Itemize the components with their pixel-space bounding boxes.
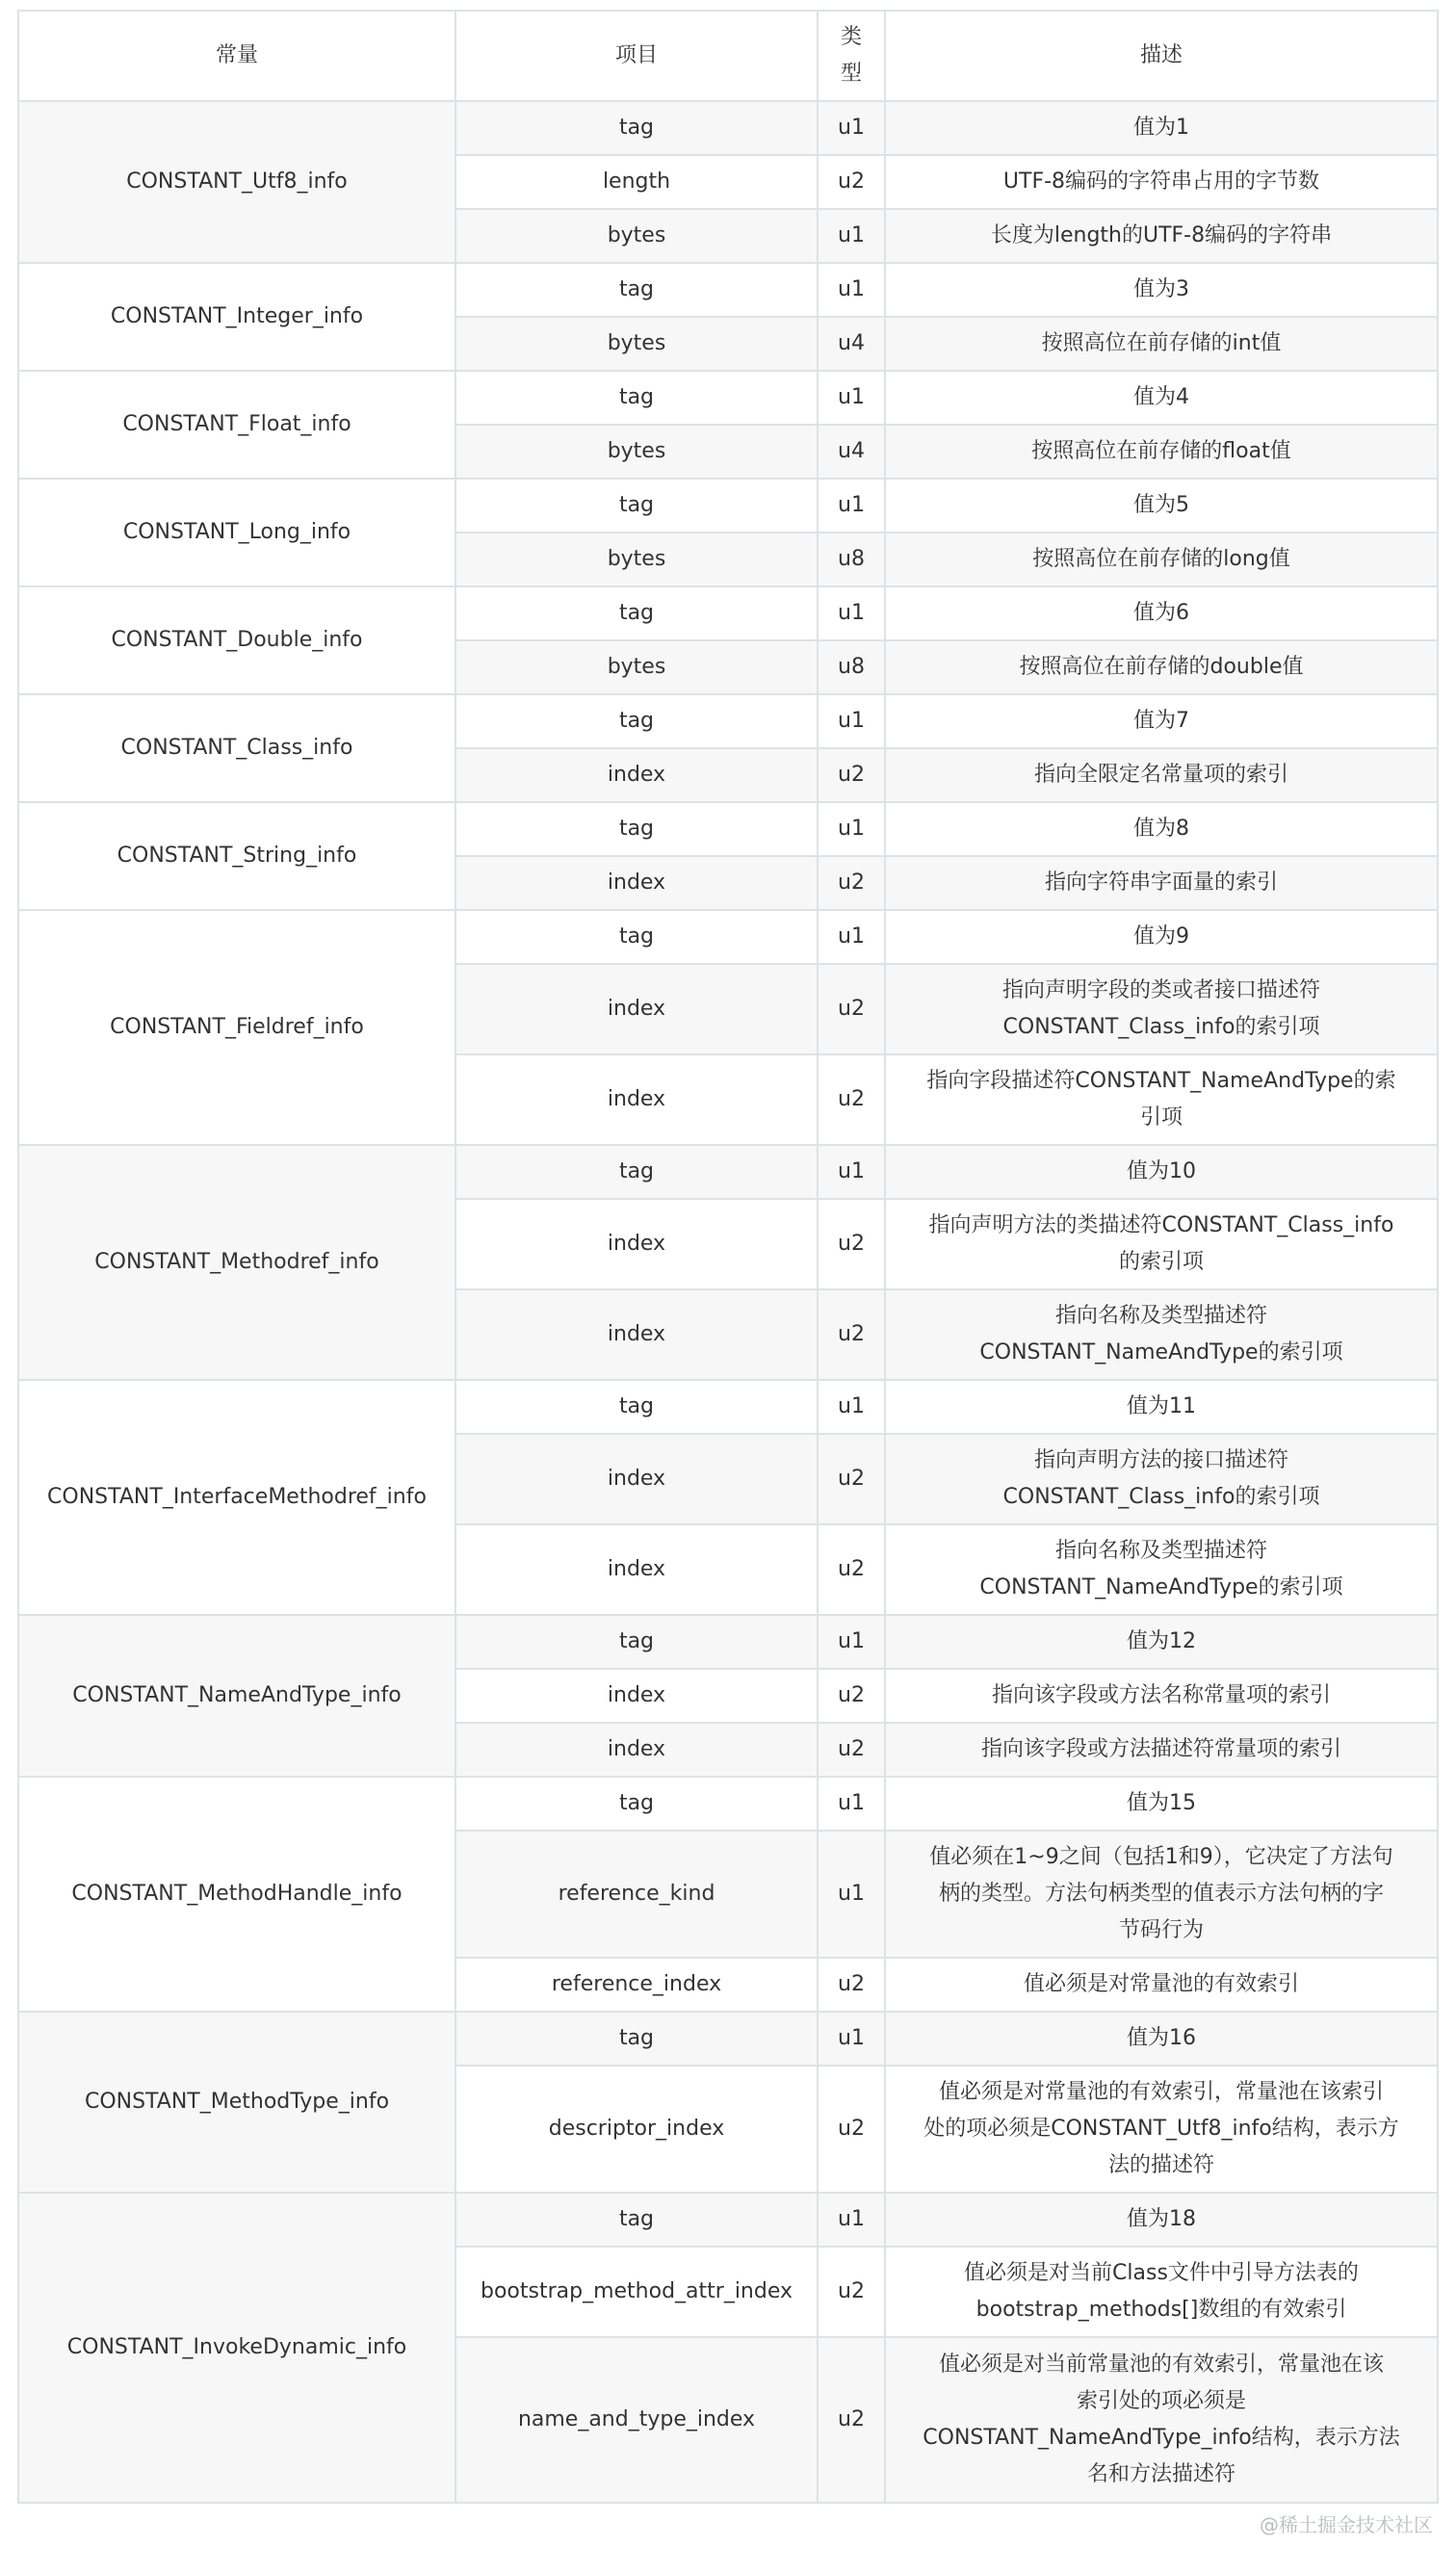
item-cell: tag	[455, 1615, 818, 1669]
description-line: 值为5	[1133, 493, 1189, 517]
type-cell: u1	[818, 910, 885, 964]
item-cell: index	[455, 964, 818, 1054]
type-cell: u1	[818, 694, 885, 748]
description-cell	[885, 533, 1438, 586]
description-cell	[885, 1434, 1438, 1524]
header-description: 描述	[885, 11, 1438, 101]
description-line: 值为15	[1127, 1791, 1196, 1815]
item-cell: descriptor_index	[455, 2066, 818, 2193]
type-cell: u1	[818, 2012, 885, 2066]
table-row	[18, 2193, 1438, 2247]
description-cell	[885, 964, 1438, 1054]
description-line: 值为11	[1127, 1394, 1196, 1418]
type-cell: u2	[818, 1524, 885, 1615]
description-cell	[885, 1831, 1438, 1958]
header-type	[818, 11, 885, 101]
watermark: @稀土掘金技术社区	[1260, 2513, 1433, 2536]
header-constant: 常量	[18, 11, 455, 101]
description-cell	[885, 1054, 1438, 1145]
constant-name-cell: CONSTANT_Long_info	[18, 479, 455, 586]
description-line: CONSTANT_Class_info的索引项	[1002, 1485, 1320, 1509]
constant-name-cell: CONSTANT_MethodType_info	[18, 2012, 455, 2193]
description-line: 值为6	[1133, 601, 1189, 625]
table-row	[18, 101, 1438, 155]
constant-name-cell: CONSTANT_Class_info	[18, 694, 455, 802]
constant-name-cell: CONSTANT_Fieldref_info	[18, 910, 455, 1145]
description-line: bootstrap_methods[]数组的有效索引	[975, 2298, 1347, 2322]
item-cell: index	[455, 1524, 818, 1615]
type-cell: u8	[818, 640, 885, 694]
type-cell: u2	[818, 2247, 885, 2337]
description-line: 法的描述符	[1107, 2153, 1214, 2177]
type-cell: u1	[818, 2193, 885, 2247]
description-line: 名和方法描述符	[1086, 2462, 1235, 2486]
item-cell: tag	[455, 1777, 818, 1831]
constant-name-cell: CONSTANT_Double_info	[18, 586, 455, 694]
description-cell	[885, 856, 1438, 910]
item-cell: index	[455, 1289, 818, 1380]
description-line: 柄的类型。方法句柄类型的值表示方法句柄的字	[938, 1882, 1384, 1906]
type-cell: u2	[818, 1289, 885, 1380]
table-row	[18, 586, 1438, 640]
description-line: 指向声明方法的接口描述符	[1033, 1448, 1288, 1472]
item-cell: tag	[455, 2193, 818, 2247]
item-cell: bytes	[455, 533, 818, 586]
description-line: 值必须是对常量池的有效索引	[1023, 1972, 1299, 1996]
description-line: 值为7	[1133, 709, 1189, 733]
description-line: 值必须是对常量池的有效索引，常量池在该索引	[938, 2080, 1384, 2104]
table-row	[18, 263, 1438, 317]
type-cell: u2	[818, 155, 885, 209]
type-cell: u1	[818, 1777, 885, 1831]
description-line: 值为1	[1133, 116, 1189, 140]
description-line: UTF-8编码的字符串占用的字节数	[1002, 169, 1320, 194]
description-cell	[885, 2337, 1438, 2503]
description-line: 值为12	[1127, 1629, 1196, 1653]
type-cell: u2	[818, 1054, 885, 1145]
table-row	[18, 694, 1438, 748]
item-cell: index	[455, 1669, 818, 1723]
description-line: 索引处的项必须是	[1076, 2389, 1246, 2413]
table-row	[18, 1380, 1438, 1434]
constant-name-cell: CONSTANT_Methodref_info	[18, 1145, 455, 1380]
item-cell: tag	[455, 586, 818, 640]
constant-name-cell: CONSTANT_MethodHandle_info	[18, 1777, 455, 2012]
description-line: 值必须是对当前Class文件中引导方法表的	[964, 2261, 1359, 2285]
constant-name-cell: CONSTANT_InvokeDynamic_info	[18, 2193, 455, 2503]
description-line: 值为4	[1133, 385, 1189, 409]
description-line: 引项	[1139, 1105, 1183, 1130]
description-line: 指向字段描述符CONSTANT_NameAndType的索	[926, 1069, 1396, 1093]
item-cell: bytes	[455, 209, 818, 263]
item-cell: index	[455, 748, 818, 802]
type-cell: u1	[818, 802, 885, 856]
constant-name-cell: CONSTANT_NameAndType_info	[18, 1615, 455, 1777]
description-line: CONSTANT_Class_info的索引项	[1002, 1015, 1320, 1039]
description-line: 指向该字段或方法名称常量项的索引	[991, 1683, 1331, 1707]
table-row	[18, 1777, 1438, 1831]
description-cell	[885, 1777, 1438, 1831]
description-line: 按照高位在前存储的float值	[1031, 439, 1291, 463]
description-cell	[885, 1380, 1438, 1434]
type-cell: u1	[818, 1145, 885, 1199]
item-cell: bootstrap_method_attr_index	[455, 2247, 818, 2337]
description-line: 值必须是对当前常量池的有效索引，常量池在该	[938, 2353, 1384, 2377]
description-cell	[885, 371, 1438, 425]
item-cell: tag	[455, 263, 818, 317]
item-cell: name_and_type_index	[455, 2337, 818, 2503]
description-cell	[885, 1615, 1438, 1669]
description-cell	[885, 425, 1438, 479]
item-cell: tag	[455, 1145, 818, 1199]
type-cell: u1	[818, 101, 885, 155]
type-cell: u8	[818, 533, 885, 586]
description-line: 的索引项	[1118, 1250, 1204, 1274]
header-item: 项目	[455, 11, 818, 101]
type-cell: u1	[818, 1831, 885, 1958]
type-cell: u1	[818, 479, 885, 533]
description-cell	[885, 2066, 1438, 2193]
description-line: 指向全限定名常量项的索引	[1033, 763, 1288, 787]
description-cell	[885, 1669, 1438, 1723]
item-cell: bytes	[455, 425, 818, 479]
description-cell	[885, 694, 1438, 748]
description-cell	[885, 1723, 1438, 1777]
description-line: 指向声明字段的类或者接口描述符	[1001, 978, 1320, 1002]
header-type-line: 类	[840, 25, 862, 49]
description-cell	[885, 1958, 1438, 2012]
description-line: 值为18	[1127, 2207, 1196, 2231]
description-line: 长度为length的UTF-8编码的字符串	[990, 223, 1333, 247]
item-cell: tag	[455, 802, 818, 856]
table-body	[18, 101, 1438, 2503]
description-cell	[885, 1524, 1438, 1615]
description-cell	[885, 802, 1438, 856]
item-cell: tag	[455, 1380, 818, 1434]
type-cell: u1	[818, 586, 885, 640]
description-line: 按照高位在前存储的long值	[1032, 547, 1290, 571]
item-cell: reference_index	[455, 1958, 818, 2012]
description-line: 节码行为	[1118, 1918, 1204, 1942]
type-cell: u1	[818, 371, 885, 425]
description-line: CONSTANT_NameAndType_info结构，表示方法	[923, 2426, 1400, 2450]
description-line: 值为10	[1127, 1159, 1196, 1183]
table-row	[18, 1145, 1438, 1199]
table-row	[18, 910, 1438, 964]
constant-name-cell: CONSTANT_Integer_info	[18, 263, 455, 371]
type-cell: u4	[818, 317, 885, 371]
description-cell	[885, 101, 1438, 155]
item-cell: tag	[455, 371, 818, 425]
item-cell: bytes	[455, 317, 818, 371]
table-header-row	[18, 11, 1438, 101]
description-line: 值必须在1~9之间（包括1和9），它决定了方法句	[929, 1845, 1393, 1869]
description-line: 指向该字段或方法描述符常量项的索引	[980, 1737, 1341, 1761]
description-line: 值为9	[1133, 924, 1189, 949]
description-cell	[885, 155, 1438, 209]
item-cell: tag	[455, 479, 818, 533]
type-cell: u1	[818, 209, 885, 263]
type-cell: u2	[818, 2066, 885, 2193]
description-line: 值为8	[1133, 817, 1189, 841]
description-line: 值为16	[1127, 2026, 1196, 2050]
description-cell	[885, 2193, 1438, 2247]
type-cell: u2	[818, 748, 885, 802]
constant-name-cell: CONSTANT_String_info	[18, 802, 455, 910]
description-line: 处的项必须是CONSTANT_Utf8_info结构，表示方	[923, 2117, 1399, 2141]
constant-pool-table	[17, 10, 1439, 2504]
description-cell	[885, 1289, 1438, 1380]
description-line: 指向声明方法的类描述符CONSTANT_Class_info	[928, 1213, 1394, 1237]
type-cell: u1	[818, 1380, 885, 1434]
description-line: 按照高位在前存储的int值	[1041, 331, 1282, 355]
description-line: CONSTANT_NameAndType的索引项	[979, 1575, 1343, 1599]
description-line: CONSTANT_NameAndType的索引项	[979, 1340, 1343, 1365]
type-cell: u2	[818, 1669, 885, 1723]
description-line: 值为3	[1133, 277, 1189, 301]
description-cell	[885, 1199, 1438, 1289]
table-row	[18, 479, 1438, 533]
item-cell: tag	[455, 694, 818, 748]
type-cell: u4	[818, 425, 885, 479]
type-cell: u2	[818, 1434, 885, 1524]
constant-name-cell: CONSTANT_Float_info	[18, 371, 455, 479]
description-cell	[885, 479, 1438, 533]
table-row	[18, 802, 1438, 856]
description-line: 指向字符串字面量的索引	[1044, 871, 1278, 895]
table-row	[18, 1615, 1438, 1669]
item-cell: length	[455, 155, 818, 209]
description-line: 指向名称及类型描述符	[1054, 1304, 1267, 1328]
item-cell: index	[455, 1723, 818, 1777]
description-line: 按照高位在前存储的double值	[1019, 655, 1304, 679]
description-cell	[885, 317, 1438, 371]
type-cell: u2	[818, 2337, 885, 2503]
type-cell: u1	[818, 263, 885, 317]
description-cell	[885, 2247, 1438, 2337]
description-cell	[885, 586, 1438, 640]
type-cell: u1	[818, 1615, 885, 1669]
description-cell	[885, 263, 1438, 317]
item-cell: index	[455, 856, 818, 910]
description-cell	[885, 748, 1438, 802]
type-cell: u2	[818, 1958, 885, 2012]
table-row	[18, 2012, 1438, 2066]
description-cell	[885, 2012, 1438, 2066]
item-cell: tag	[455, 910, 818, 964]
type-cell: u2	[818, 964, 885, 1054]
constant-name-cell: CONSTANT_InterfaceMethodref_info	[18, 1380, 455, 1615]
type-cell: u2	[818, 1199, 885, 1289]
item-cell: index	[455, 1434, 818, 1524]
header-type-line: 型	[840, 62, 862, 86]
description-cell	[885, 640, 1438, 694]
item-cell: reference_kind	[455, 1831, 818, 1958]
description-cell	[885, 1145, 1438, 1199]
type-cell: u2	[818, 1723, 885, 1777]
description-cell	[885, 910, 1438, 964]
type-cell: u2	[818, 856, 885, 910]
item-cell: tag	[455, 101, 818, 155]
constant-name-cell: CONSTANT_Utf8_info	[18, 101, 455, 263]
description-cell	[885, 209, 1438, 263]
description-line: 指向名称及类型描述符	[1054, 1539, 1267, 1563]
table-row	[18, 371, 1438, 425]
item-cell: tag	[455, 2012, 818, 2066]
item-cell: index	[455, 1054, 818, 1145]
item-cell: index	[455, 1199, 818, 1289]
item-cell: bytes	[455, 640, 818, 694]
